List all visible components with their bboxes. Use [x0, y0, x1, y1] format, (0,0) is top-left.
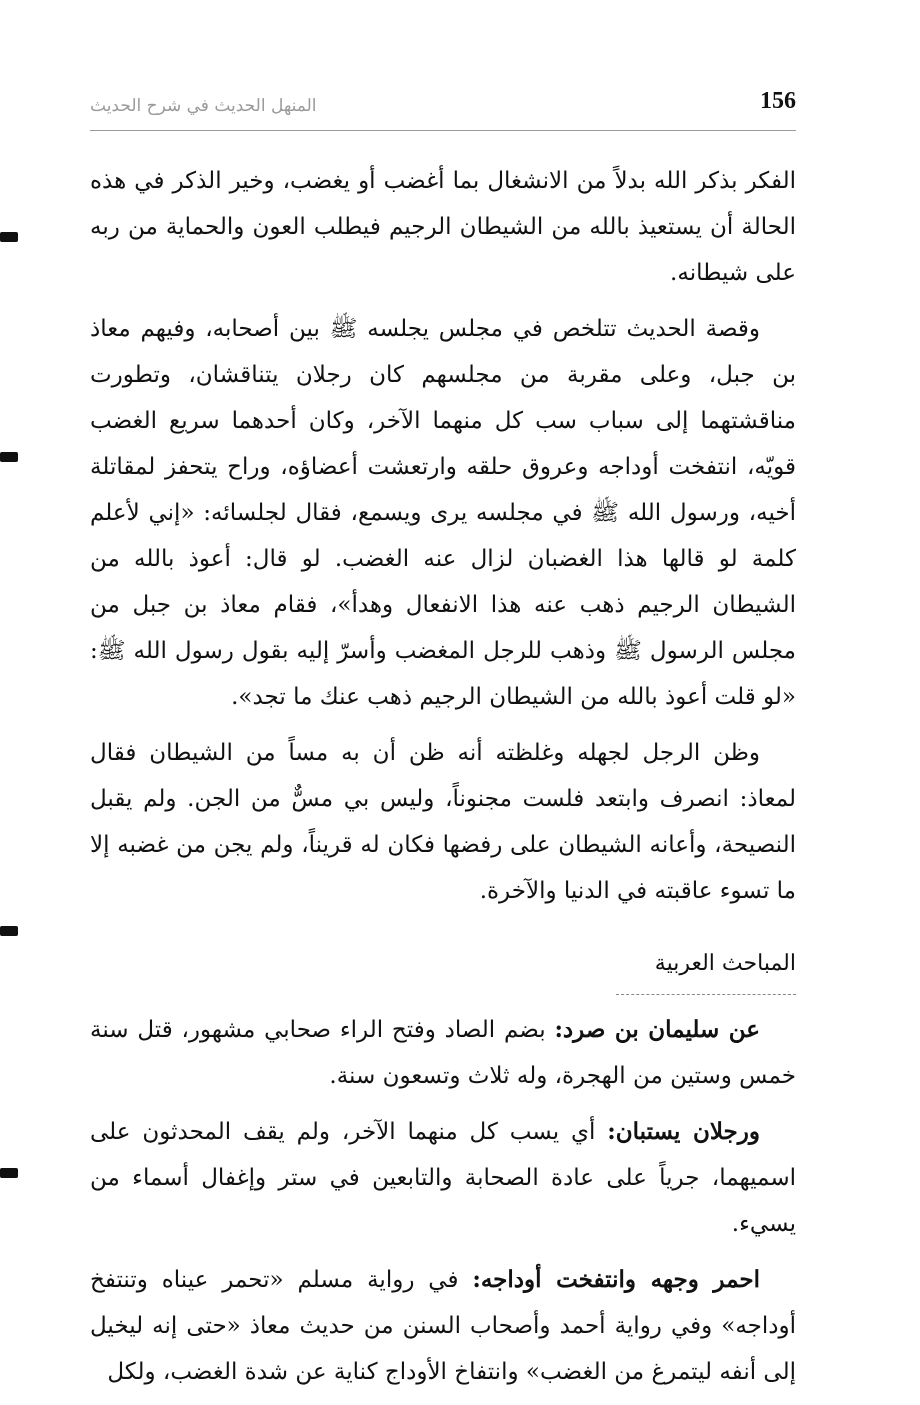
entry-term: عن سليمان بن صرد:	[554, 1016, 761, 1043]
page-body	[90, 158, 796, 1405]
running-title: المنهل الحديث في شرح الحديث	[90, 96, 317, 116]
scan-edge-mark	[0, 926, 18, 936]
scan-edge-mark	[0, 1168, 18, 1178]
entry-text: بضم الصاد وفتح الراء صحابي مشهور، قتل سنة خمس وستين من الهجرة، وله ثلاث وتسعون سنة.	[90, 1017, 796, 1089]
header-divider	[90, 130, 796, 131]
entry-term: ورجلان يستبان:	[607, 1118, 760, 1145]
paragraph-3: وظن الرجل لجهله وغلظته أنه ظن أن به مساً من الشيطان فقال لمعاذ: انصرف وابتعد فلست مجنوناً، وليس بي مسٌّ من الجن. ولم يقبل النصيحة، وأعانه الشيطان على رفضها فكان له قريناً، ولم يجن من غضبه إلا ما تسوء عاقبته في الدنيا والآخرة.	[90, 740, 796, 904]
paragraph-1: الفكر بذكر الله بدلاً من الانشغال بما أغضب أو يغضب، وخير الذكر في هذه الحالة أن يستعيذ بالله من الشيطان الرجيم فيطلب العون والحماية من ربه على شيطانه.	[90, 168, 796, 286]
entry-term: احمر وجهه وانتفخت أوداجه:	[472, 1266, 760, 1293]
page-number: 156	[760, 88, 796, 114]
entry-text: أي يسب كل منهما الآخر، ولم يقف المحدثون على اسميهما، جرياً على عادة الصحابة والتابعين في ستر وإغفال أسماء من يسيء.	[90, 1119, 796, 1237]
scan-edge-mark	[0, 452, 18, 462]
section-heading-wrap	[90, 924, 796, 995]
entry-2	[90, 1109, 796, 1247]
entry-3	[90, 1257, 796, 1395]
entry-1	[90, 1007, 796, 1099]
page-header	[90, 88, 796, 128]
section-heading: المباحث العربية	[654, 951, 796, 976]
paragraph-2: وقصة الحديث تتلخص في مجلس يجلسه ﷺ بين أصحابه، وفيهم معاذ بن جبل، وعلى مقربة من مجلسهم كان رجلان يتناقشان، وتطورت مناقشتهما إلى سباب سب كل منهما الآخر، وكان أحدهما سريع الغضب قويّه، انتفخت أوداجه وعروق حلقه وارتعشت أعضاؤه، وراح يتحفز لمقاتلة أخيه، ورسول الله ﷺ في مجلسه يرى ويسمع، فقال لجلسائه: «إني لأعلم كلمة لو قالها هذا الغضبان لزال عنه الغضب. لو قال: أعوذ بالله من الشيطان الرجيم ذهب عنه هذا الانفعال وهدأ»، فقام معاذ بن جبل من مجلس الرسول ﷺ وذهب للرجل المغضب وأسرّ إليه بقول رسول الله ﷺ: «لو قلت أعوذ بالله من الشيطان الرجيم ذهب عنك ما تجد».	[90, 316, 796, 710]
scan-edge-mark	[0, 232, 18, 242]
section-heading-rule	[616, 994, 796, 995]
entry-text: في رواية مسلم «تحمر عيناه وتنتفخ أوداجه» وفي رواية أحمد وأصحاب السنن من حديث معاذ «حتى إنه ليخيل إلى أنفه ليتمرغ من الغضب» وانتفاخ الأوداج كناية عن شدة الغضب، ولكل	[90, 1267, 796, 1385]
